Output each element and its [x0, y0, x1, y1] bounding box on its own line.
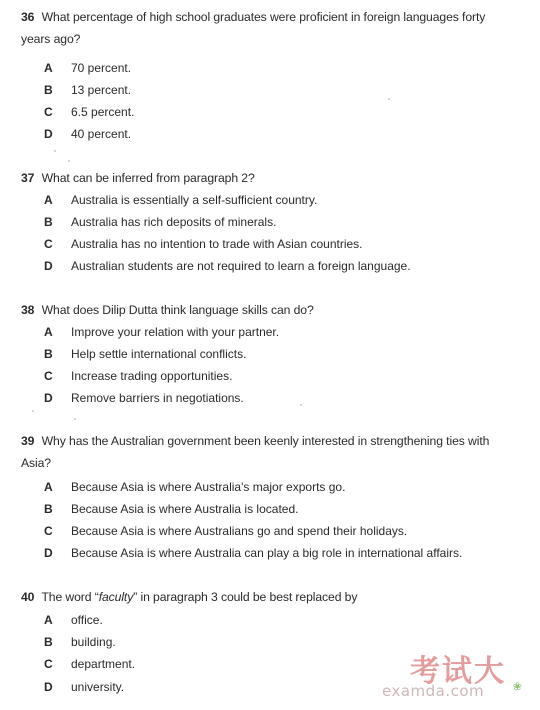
option-39-d	[44, 543, 462, 563]
option-text: Because Asia is where Australia is located.	[71, 502, 299, 516]
option-38-a	[44, 322, 279, 342]
option-37-d	[44, 256, 411, 276]
option-text: Australia is essentially a self-sufficient country.	[71, 193, 318, 207]
question-stem-text: What does Dilip Dutta think language skills can do?	[41, 303, 314, 317]
option-letter: C	[44, 237, 53, 251]
option-40-a	[44, 610, 103, 630]
question-stem-text: The word “	[41, 590, 99, 604]
option-text: department.	[71, 657, 136, 671]
option-40-c	[44, 654, 135, 674]
option-letter: C	[44, 524, 53, 538]
option-38-d	[44, 388, 244, 408]
option-text: university.	[71, 680, 125, 694]
option-39-a	[44, 477, 345, 497]
option-38-c	[44, 366, 232, 386]
question-stem-text-end: ” in paragraph 3 could be best replaced by	[133, 590, 358, 604]
scan-speck	[68, 160, 70, 162]
option-letter: A	[44, 613, 53, 627]
question-stem-text-cont: years ago?	[21, 32, 81, 46]
scan-speck	[32, 410, 34, 412]
option-text: 70 percent.	[71, 61, 132, 75]
option-letter: A	[44, 325, 53, 339]
question-39-stem	[21, 430, 533, 474]
option-39-b	[44, 499, 298, 519]
scan-speck	[74, 418, 76, 420]
option-text: Australia has no intention to trade with Asian countries.	[71, 237, 363, 251]
option-36-c	[44, 102, 134, 122]
option-letter: D	[44, 127, 53, 141]
question-number: 39	[21, 434, 35, 448]
question-stem-text: Why has the Australian government been keenly interested in strengthening ties with	[41, 434, 490, 448]
option-text: 6.5 percent.	[71, 105, 135, 119]
question-stem-text: What percentage of high school graduates were proficient in foreign languages forty	[41, 10, 486, 24]
option-40-b	[44, 632, 116, 652]
watermark-chinese-text: 考试大	[410, 654, 506, 689]
question-37-stem	[21, 167, 533, 189]
option-text: Because Asia is where Australians go and spend their holidays.	[71, 524, 408, 538]
question-number: 36	[21, 10, 35, 24]
option-39-c	[44, 521, 407, 541]
option-letter: C	[44, 657, 53, 671]
question-number: 37	[21, 171, 35, 185]
option-text: office.	[71, 613, 103, 627]
option-letter: A	[44, 193, 53, 207]
option-letter: B	[44, 635, 53, 649]
scan-speck	[54, 150, 56, 152]
option-37-b	[44, 212, 276, 232]
option-letter: B	[44, 502, 53, 516]
question-number: 38	[21, 303, 35, 317]
option-text: 13 percent.	[71, 83, 132, 97]
option-40-d	[44, 677, 124, 697]
option-text: building.	[71, 635, 116, 649]
leaf-icon: ❀	[512, 680, 522, 693]
option-text: Australian students are not required to learn a foreign language.	[71, 259, 411, 273]
option-36-d	[44, 124, 131, 144]
question-number: 40	[21, 590, 35, 604]
option-letter: B	[44, 215, 53, 229]
option-letter: B	[44, 347, 53, 361]
question-stem-keyword: faculty	[98, 590, 134, 604]
option-letter: D	[44, 259, 53, 273]
question-38-stem	[21, 299, 533, 321]
option-text: 40 percent.	[71, 127, 132, 141]
option-38-b	[44, 344, 246, 364]
watermark-logo	[382, 646, 522, 704]
question-40-stem	[21, 586, 533, 608]
option-letter: C	[44, 105, 53, 119]
option-letter: D	[44, 391, 53, 405]
option-text: Increase trading opportunities.	[71, 369, 233, 383]
option-letter: C	[44, 369, 53, 383]
scan-speck	[388, 98, 390, 100]
option-letter: D	[44, 546, 53, 560]
question-stem-text-cont: Asia?	[21, 456, 51, 470]
option-text: Remove barriers in negotiations.	[71, 391, 244, 405]
watermark-url-text: examda.com	[382, 682, 485, 700]
question-36-stem	[21, 6, 533, 50]
option-letter: D	[44, 680, 53, 694]
option-37-c	[44, 234, 363, 254]
option-text: Improve your relation with your partner.	[71, 325, 280, 339]
option-letter: B	[44, 83, 53, 97]
scan-speck	[300, 404, 302, 406]
option-letter: A	[44, 61, 53, 75]
option-text: Help settle international conflicts.	[71, 347, 247, 361]
option-letter: A	[44, 480, 53, 494]
option-text: Because Asia is where Australia can play a big role in international affairs.	[71, 546, 463, 560]
question-stem-text: What can be inferred from paragraph 2?	[41, 171, 255, 185]
option-36-b	[44, 80, 131, 100]
option-text: Because Asia is where Australia's major exports go.	[71, 480, 346, 494]
option-37-a	[44, 190, 317, 210]
option-text: Australia has rich deposits of minerals.	[71, 215, 277, 229]
option-36-a	[44, 58, 131, 78]
